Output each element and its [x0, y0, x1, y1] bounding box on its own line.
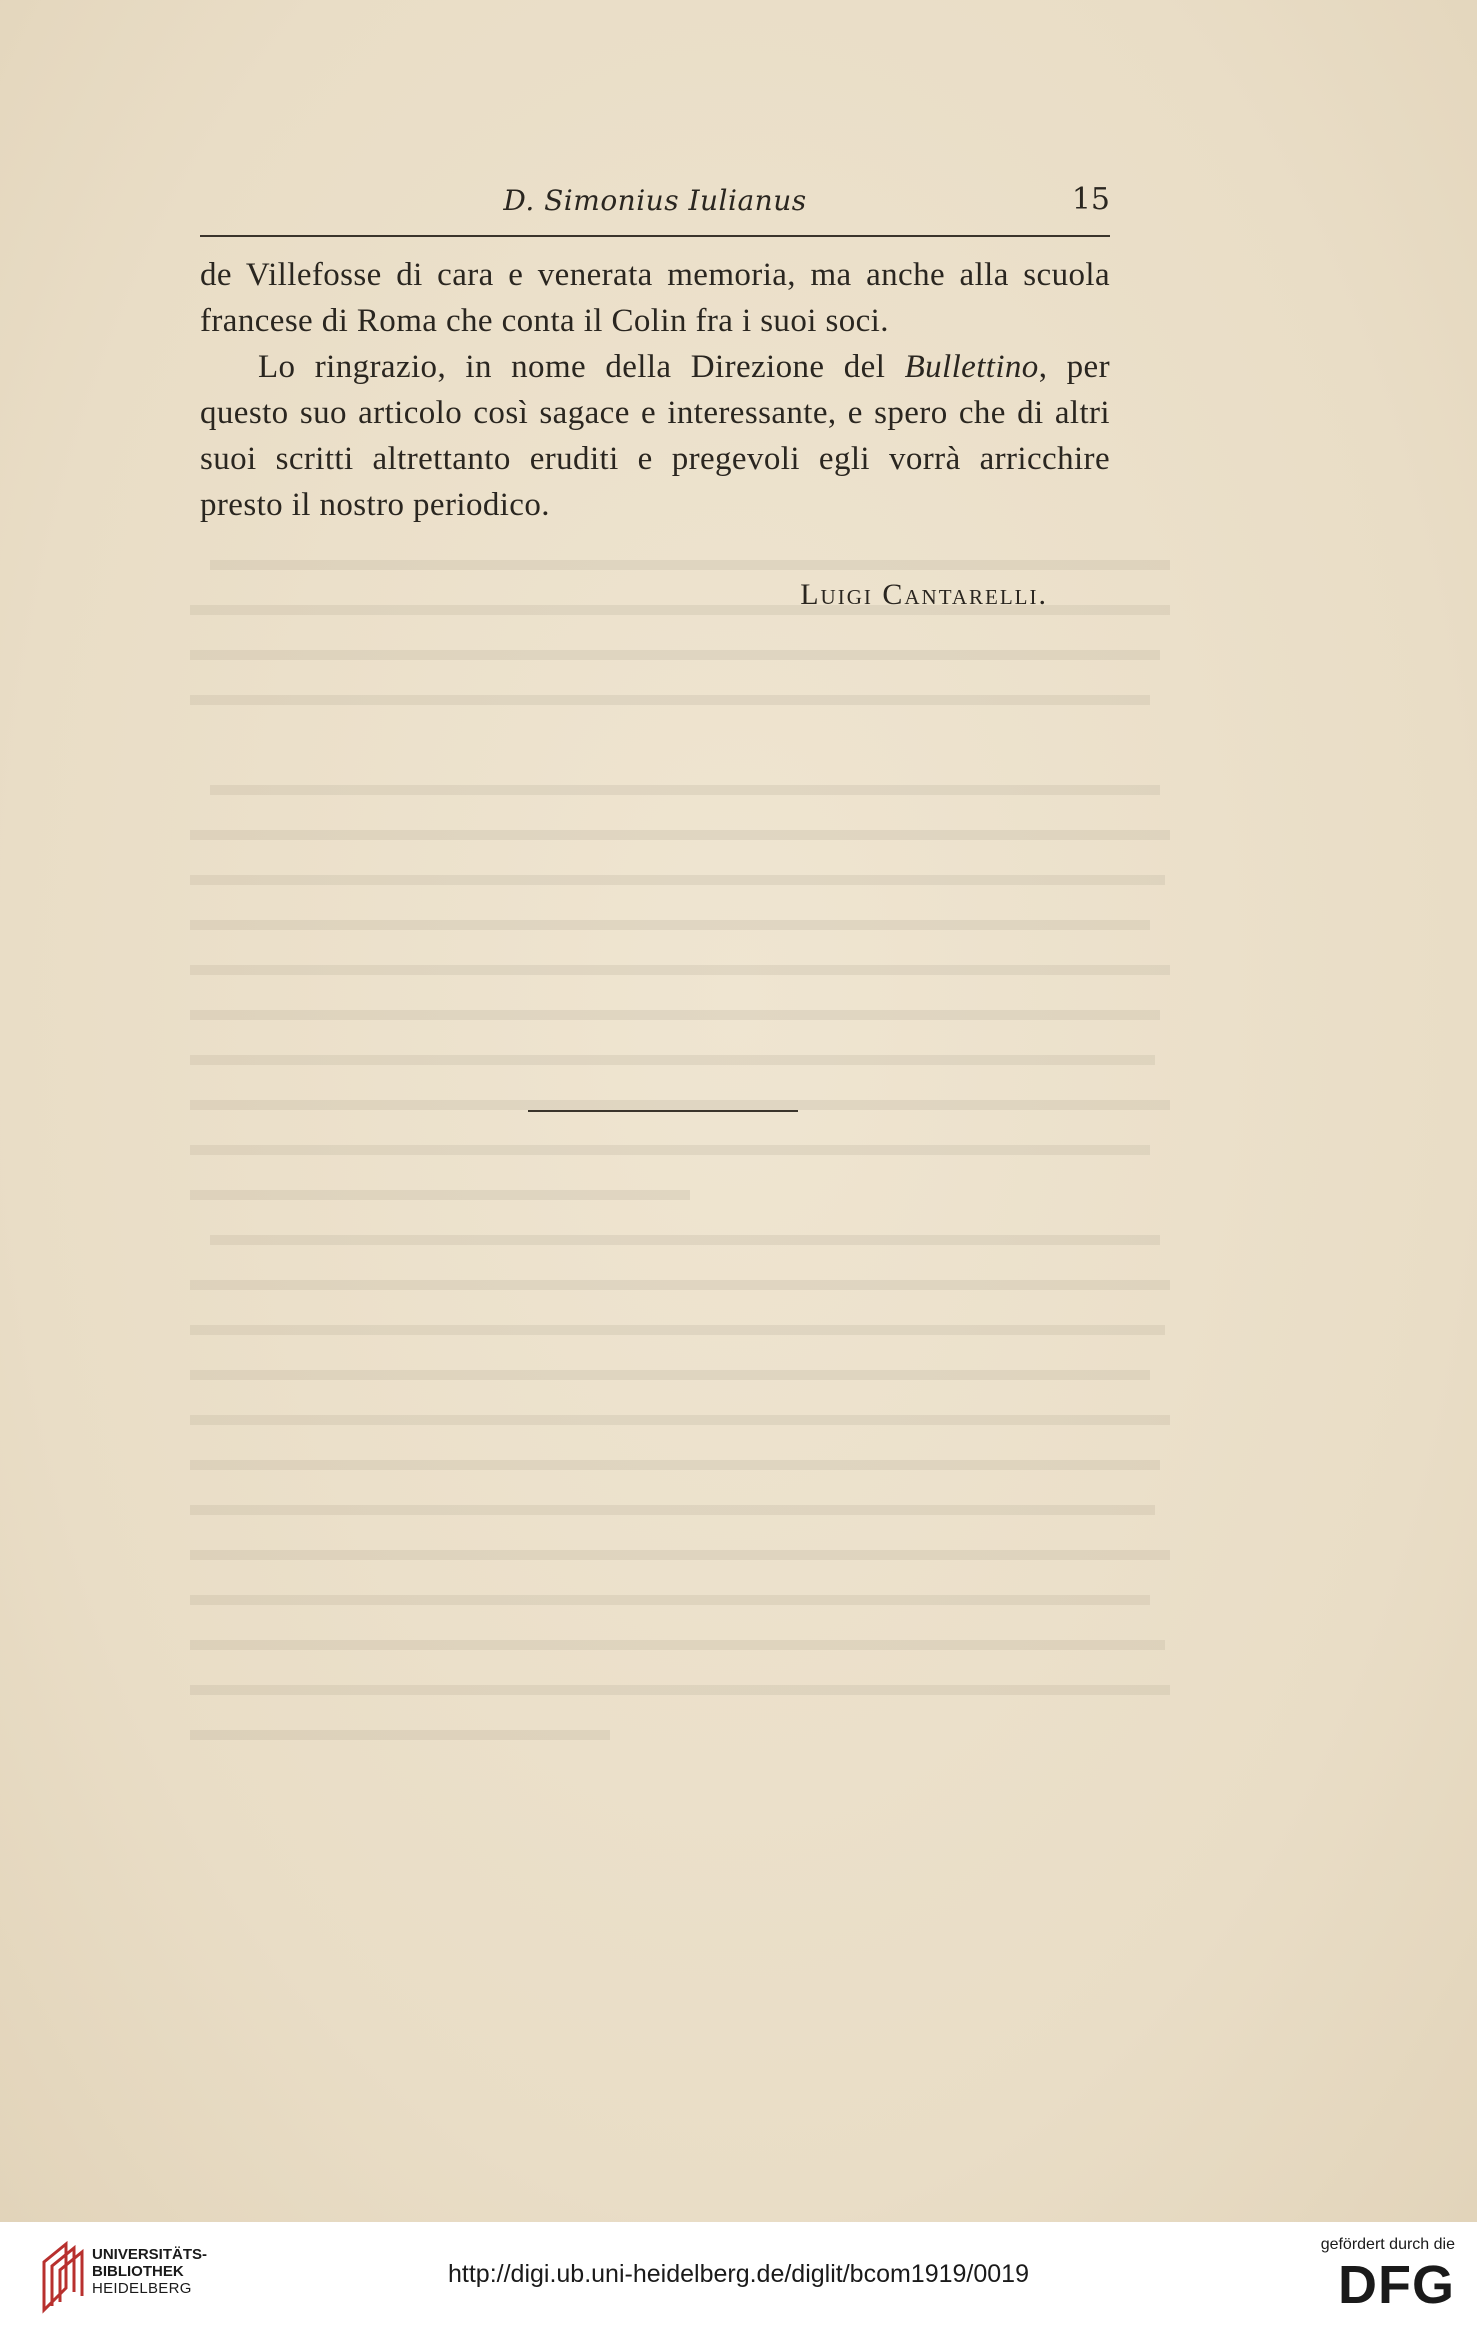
- paragraph-2-after-title: , per questo: [200, 349, 1110, 431]
- funding-caption: gefördert durch die: [1320, 2236, 1455, 2253]
- article-text: [200, 252, 1110, 528]
- bleed-through-texture: [190, 540, 1190, 1804]
- page-number: 15: [1071, 182, 1110, 217]
- paragraph-2: [200, 344, 1110, 528]
- library-name-line-1: UNIVERSITÄTS-: [92, 2246, 208, 2263]
- bleed-through-lines: [190, 540, 1190, 1790]
- header-rule: [200, 235, 1110, 237]
- author-signature: Luigi Cantarelli.: [800, 578, 1048, 611]
- running-head: [200, 180, 1110, 230]
- running-title: D. Simonius Iulianus: [503, 184, 807, 217]
- paragraph-1: de Villefosse di cara e venerata memoria, ma anche alla scuola francese di Roma che conta il Colin fra i suoi soci.: [200, 257, 1110, 339]
- digitization-footer: [0, 2222, 1477, 2327]
- library-name-line-3: HEIDELBERG: [92, 2280, 192, 2297]
- paragraph-2-lead: Lo ringrazio, in nome della Direzione del: [258, 349, 905, 385]
- end-of-article-rule: [528, 1110, 798, 1112]
- journal-title: Bullettino: [904, 349, 1039, 385]
- dfg-logo-icon: DFG: [1338, 2255, 1455, 2315]
- funding-notice: [1295, 2236, 1455, 2315]
- paragraph-2-rest: suo articolo così sagace e interessante, e spero che di altri suoi scritti altrettanto eruditi e pregevoli egli vorrà arricchire presto il nostro periodico.: [200, 395, 1110, 523]
- permalink-url[interactable]: http://digi.ub.uni-heidelberg.de/diglit/bcom1919/0019: [448, 2260, 1029, 2288]
- library-name-line-2: BIBLIOTHEK: [92, 2263, 184, 2280]
